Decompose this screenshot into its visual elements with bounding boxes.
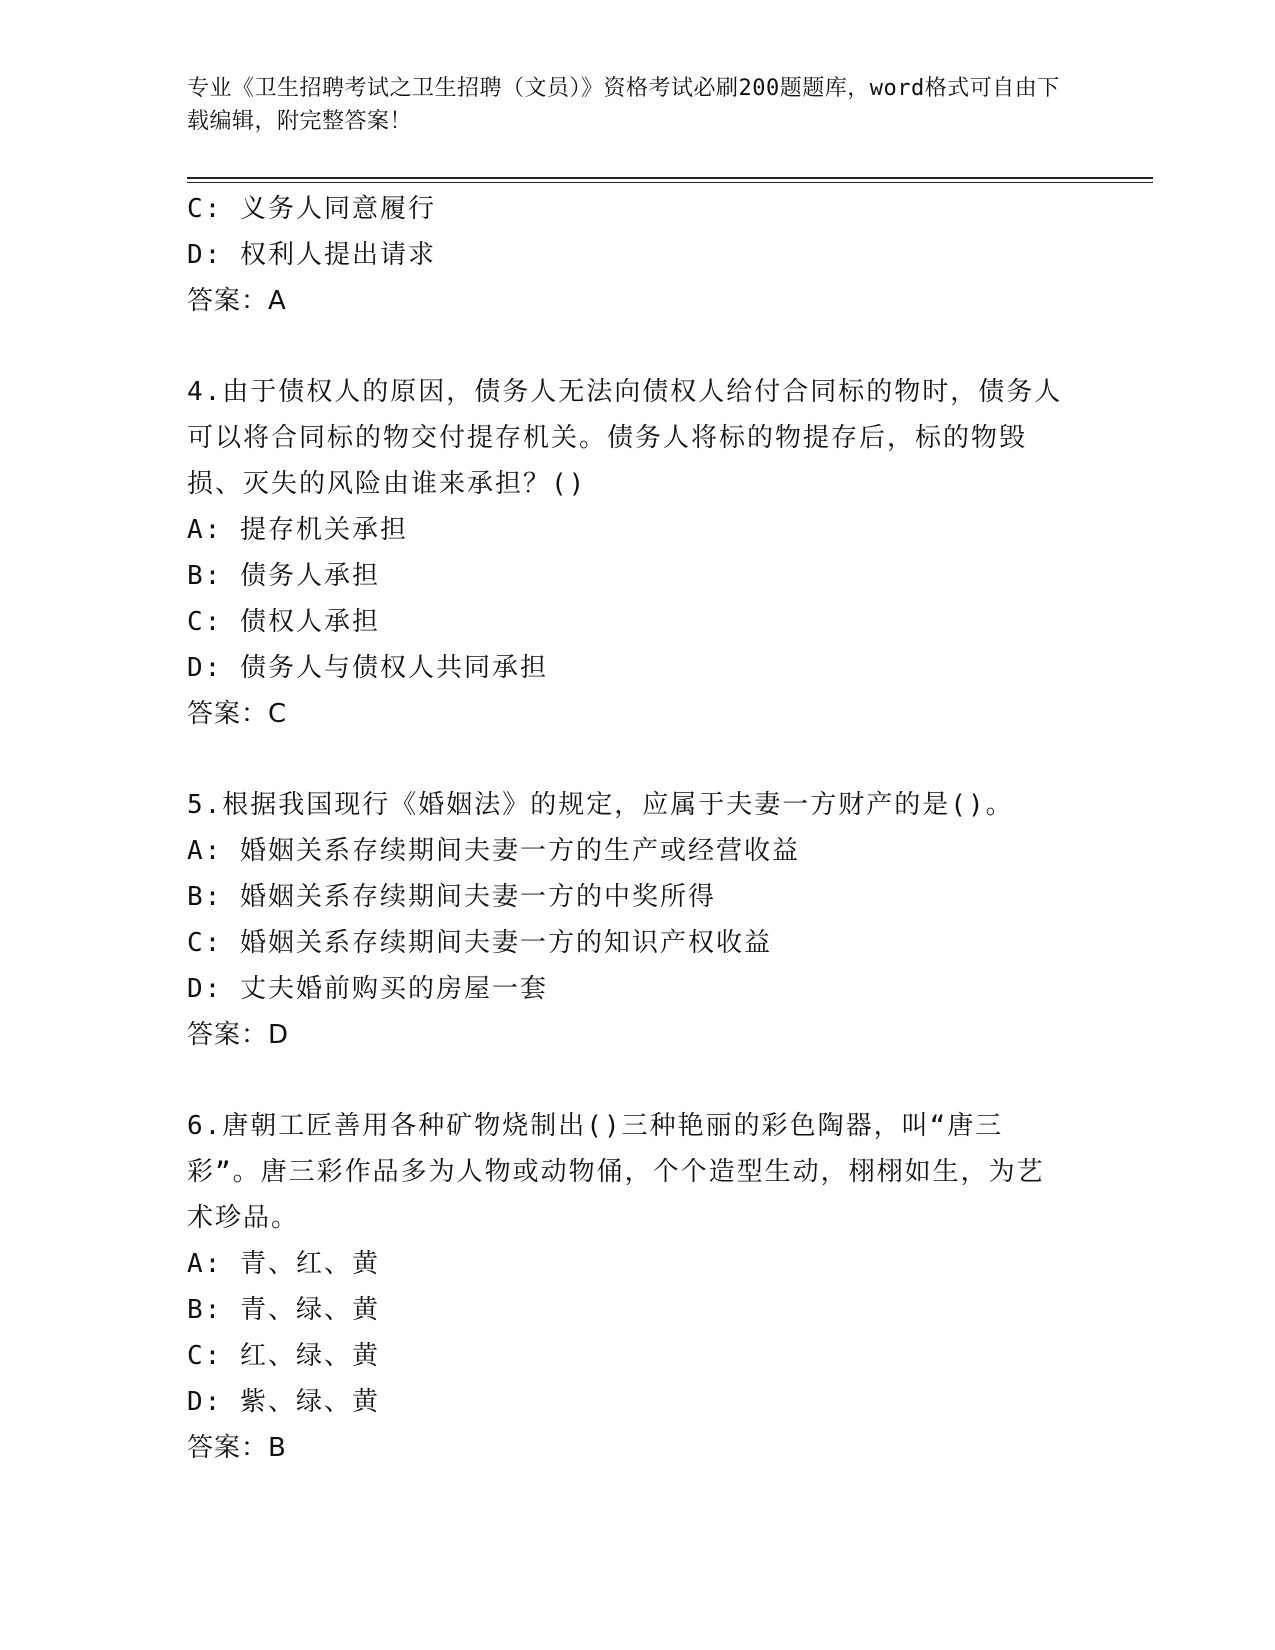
question-5 — [187, 782, 1067, 1058]
question-6 — [187, 1103, 1067, 1471]
answer-line: 答案：D — [187, 1020, 290, 1050]
option-d: D: 权利人提出请求 — [187, 240, 436, 270]
question-4 — [187, 369, 1067, 737]
header-rule-thick — [187, 177, 1153, 179]
answer-line: 答案：C — [187, 699, 288, 729]
question-content — [187, 186, 1067, 1471]
option-d: D: 债务人与债权人共同承担 — [187, 653, 548, 683]
option-a: A: 提存机关承担 — [187, 515, 408, 545]
option-d: D: 丈夫婚前购买的房屋一套 — [187, 974, 548, 1004]
option-b: B: 青、绿、黄 — [187, 1295, 380, 1325]
option-a: A: 婚姻关系存续期间夫妻一方的生产或经营收益 — [187, 836, 800, 866]
question-partial — [187, 186, 1067, 324]
option-c: C: 义务人同意履行 — [187, 194, 436, 224]
header-rule-thin — [187, 182, 1153, 183]
option-c: C: 债权人承担 — [187, 607, 380, 637]
question-stem: 5.根据我国现行《婚姻法》的规定，应属于夫妻一方财产的是()。 — [187, 790, 1014, 820]
answer-line: 答案：A — [187, 286, 287, 316]
option-a: A: 青、红、黄 — [187, 1249, 380, 1279]
option-b: B: 婚姻关系存续期间夫妻一方的中奖所得 — [187, 882, 716, 912]
option-c: C: 婚姻关系存续期间夫妻一方的知识产权收益 — [187, 928, 772, 958]
answer-line: 答案：B — [187, 1433, 287, 1463]
question-stem: 4.由于债权人的原因，债务人无法向债权人给付合同标的物时，债务人可以将合同标的物交付提存机关。债务人将标的物提存后，标的物毁损、灭失的风险由谁来承担？() — [187, 377, 1063, 499]
document-header: 专业《卫生招聘考试之卫生招聘（文员）》资格考试必刷200题题库，word格式可自由下载编辑，附完整答案！ — [187, 76, 1060, 134]
option-b: B: 债务人承担 — [187, 561, 380, 591]
option-c: C: 红、绿、黄 — [187, 1341, 380, 1371]
question-stem: 6.唐朝工匠善用各种矿物烧制出()三种艳丽的彩色陶器，叫“唐三彩”。唐三彩作品多为人物或动物俑，个个造型生动，栩栩如生，为艺术珍品。 — [187, 1111, 1045, 1233]
option-d: D: 紫、绿、黄 — [187, 1387, 380, 1417]
